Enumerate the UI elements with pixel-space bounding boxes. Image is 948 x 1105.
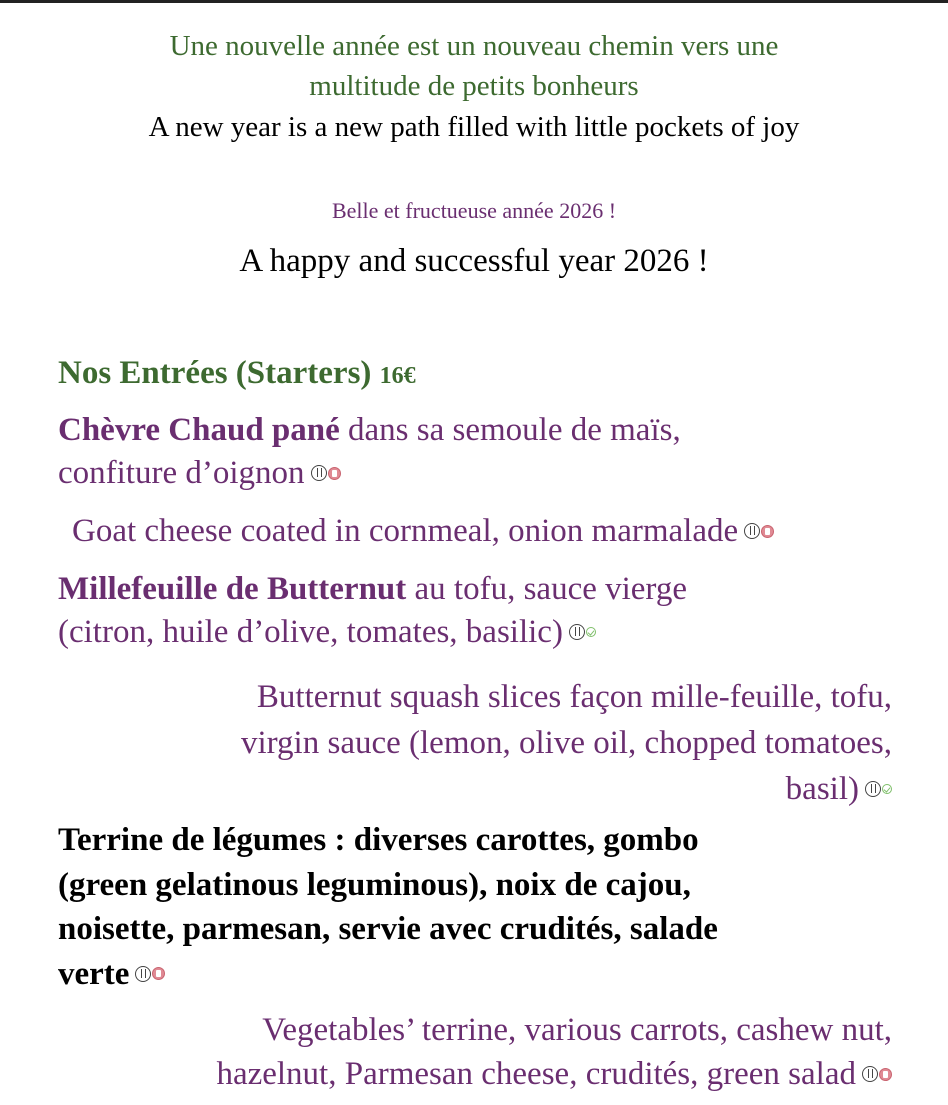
dish-2-desc-line-1: au tofu, sauce vierge [414, 571, 687, 607]
dish-3-line-1: Terrine de légumes : diverses carottes, gombo [58, 822, 699, 858]
section-price: 16€ [379, 363, 416, 389]
dish-1-french [58, 409, 918, 495]
vegan-icon [882, 784, 892, 794]
top-border [0, 0, 948, 3]
lactose-icon [328, 467, 341, 480]
dish-1-icons [311, 465, 341, 481]
vegan-icon [586, 627, 596, 637]
dish-3-icons [135, 966, 165, 982]
gluten-free-icon [135, 966, 151, 982]
dish-3-line-3: noisette, parmesan, servie avec crudités, salade [58, 911, 718, 947]
dish-3-french [58, 818, 928, 996]
dish-1-english-icons [744, 523, 774, 539]
section-title [58, 353, 416, 396]
gluten-free-icon [569, 624, 585, 640]
gluten-free-icon [311, 465, 327, 481]
dish-3-english-line-2: hazelnut, Parmesan cheese, crudités, green salad [216, 1056, 856, 1092]
french-new-year-wish: Belle et fructueuse année 2026 ! [331, 198, 617, 223]
gluten-free-icon [865, 781, 881, 797]
dish-2-english-icons [865, 781, 892, 797]
dish-3-line-2: (green gelatinous leguminous), noix de cajou, [58, 866, 691, 903]
dish-3-english-icons [862, 1066, 892, 1082]
dish-3-english-line-1: Vegetables’ terrine, various carrots, cashew nut, [262, 1012, 892, 1048]
dish-2-english-line-3: basil) [785, 771, 859, 807]
french-quote [0, 26, 948, 106]
lactose-icon [761, 525, 774, 538]
dish-2-french [58, 568, 918, 654]
dish-3-line-4: verte [58, 955, 130, 992]
dish-1-english [72, 510, 902, 553]
dish-1-name: Chèvre Chaud pané [58, 412, 340, 448]
lactose-icon [879, 1068, 892, 1081]
lactose-icon [152, 967, 165, 980]
dish-2-english-line-1: Butternut squash slices façon mille-feuille, tofu, [256, 679, 892, 715]
gluten-free-icon [862, 1066, 878, 1082]
dish-2-desc-line-2: (citron, huile d’olive, tomates, basilic) [58, 614, 563, 650]
english-quote: A new year is a new path filled with little pockets of joy [148, 111, 800, 143]
english-new-year-wish: A happy and successful year 2026 ! [239, 243, 709, 279]
gluten-free-icon [744, 523, 760, 539]
french-quote-line-1: Une nouvelle année est un nouveau chemin vers une [169, 30, 779, 62]
section-title-text: Nos Entrées (Starters) [58, 355, 372, 391]
dish-1-desc-line-1: dans sa semoule de maïs, [348, 412, 681, 448]
dish-2-name: Millefeuille de Butternut [58, 571, 407, 607]
dish-3-english [52, 1008, 892, 1096]
dish-2-english [72, 674, 892, 812]
dish-1-english-desc: Goat cheese coated in cornmeal, onion marmalade [72, 513, 739, 549]
dish-2-icons [569, 624, 596, 640]
french-quote-line-2: multitude de petits bonheurs [309, 70, 639, 102]
dish-1-desc-line-2: confiture d’oignon [58, 455, 305, 491]
dish-2-english-line-2: virgin sauce (lemon, olive oil, chopped tomatoes, [241, 725, 892, 761]
